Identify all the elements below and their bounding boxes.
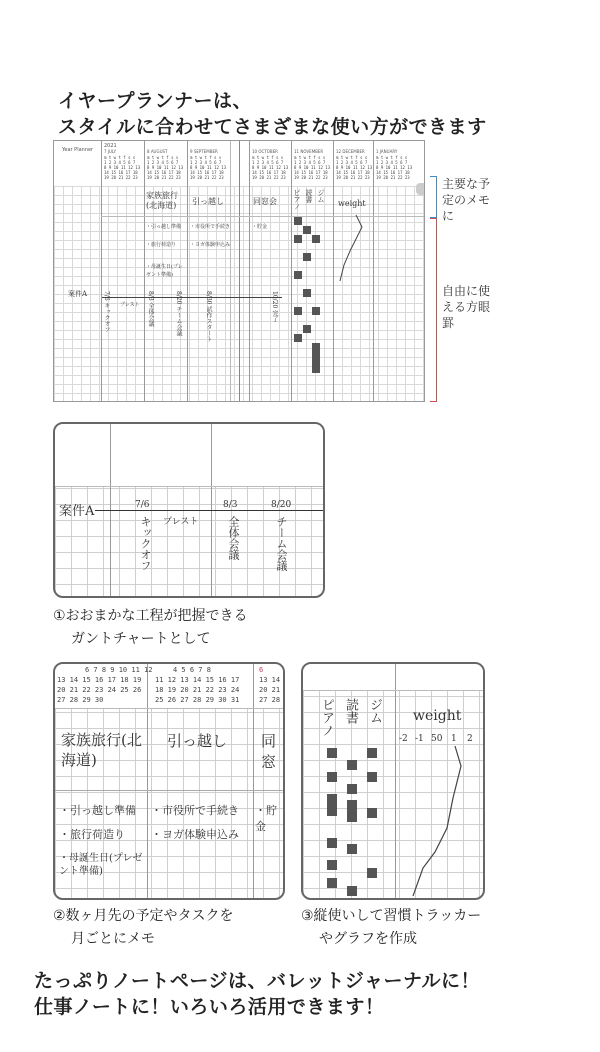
habit-mark: [327, 860, 337, 870]
overview-task-4: ・市役所で手続き: [190, 224, 231, 230]
year-label: 2021: [104, 143, 117, 149]
overview-task-5: ・ヨガ体験申込み: [190, 242, 231, 248]
habit-mark: [347, 800, 357, 822]
habit-mark: [367, 868, 377, 878]
overview-title-reunion: 同窓会: [253, 197, 277, 206]
overview-habit-piano: ピアノ: [293, 189, 301, 210]
cal1-row1: 13 14 15 16 17 18 19: [57, 676, 142, 684]
habit-mark: [327, 772, 337, 782]
cal3-row1: 13 14: [259, 676, 281, 684]
cal1-head: 6 7 8 9 10 11 12: [85, 666, 153, 674]
habit-piano: ピアノ: [319, 698, 334, 737]
habit-mark: [347, 784, 357, 794]
detail1-m2-text: 全体会議: [227, 516, 240, 560]
caption-2: [53, 905, 234, 951]
habit-mark: [327, 748, 337, 758]
bracket-top: [430, 176, 437, 218]
caption-1: [53, 605, 248, 651]
habit-mark: [327, 878, 337, 888]
habit-gym: ジム: [367, 698, 382, 724]
caption-2-line1: ②数ヶ月先の予定やタスクを: [53, 908, 234, 924]
month-header-1: 7 JULY: [104, 149, 117, 154]
headline-line2: スタイルに合わせてさまざまな使い方ができます: [58, 116, 487, 138]
detail2-title3: 同窓: [261, 732, 277, 771]
detail1-m2-date: 8/3: [223, 500, 238, 510]
detail1-project: 案件A: [59, 504, 95, 519]
scale-2: -1: [415, 734, 424, 744]
weight-graph-line: [395, 744, 483, 898]
detail2-task-left-1: ・引っ越し準備: [59, 804, 136, 817]
detail2-title1: 家族旅行(北海道): [61, 731, 142, 769]
habit-mark: [347, 886, 357, 896]
overview-weight-graph: [334, 211, 374, 301]
habit-mark: [327, 838, 337, 848]
side-note-bottom: 自由に使える方眼罫: [442, 284, 491, 330]
detail-gantt: [53, 422, 325, 598]
detail2-task-left-3: ・母誕生日(プレゼント準備): [59, 853, 143, 877]
footer-headline: [34, 968, 480, 1020]
overview-task-6: ・貯金: [252, 224, 268, 230]
detail2-title2: 引っ越し: [167, 732, 228, 750]
scale-1: -2: [399, 734, 408, 744]
overview-milestone-3: 8/20 チーム会議: [175, 291, 182, 337]
overview-arrow-label: プレスト: [120, 302, 140, 308]
habit-mark: [347, 760, 357, 770]
detail-habit-tracker: [301, 662, 485, 900]
planner-overview: Year Planner 2021 7 JULY 8 AUGUST 9 SEPTEMBER 10 OCTOBER 11 NOVEMBER 12 DECEMBER 1 JANUARY m t w t f s s 1 2 3 4 5 6 7 8 9 10 11 12 13 14 15 16 17 18 19 20 21 22 23 m t w t f s s 1 2 3 4 5 6 7 8 9 10 11 12 13 14 15 16 17 18 19 20 21 22 23 m t w t f s s 1 2 3 4 5 6 7 8 9 10 11 12 13 14 15 16 17 18 19 20 21 22 23 m t w t f s s 1 2 3 4 5 6 7 8 9 10 11 12 13 14 15 16 17 18 19 20 21 22 23 m t w t f s s 1 2 3 4 5 6 7 8 9 10 11 12 13 14 15 16 17 18 19 20 21 22 23 m t w t f s s 1 2 3 4 5 6 7 8 9 10 11 12 13 14 15 16 17 18 19 20 21 22 23 m t w t f s s 1 2 3 4 5 6 7 8 9 10 11 12 13 14 15 16 17 18 19 20 21 22 23 家族旅行(北海道) 引っ越し 同窓会 ピアノ 読書 ジム weight ・引っ越し準備 ・旅行荷造り ・母誕生日(プレゼント準備) ・市役所で手続き ・ヨガ体験申込み ・貯金 案件A プレスト 7/6 キックオフ 8/3 全体会議 8/20 チーム会議 8/30 試作スタート 10/20 完了: [53, 140, 425, 402]
habit-mark: [367, 772, 377, 782]
caption-3: [301, 905, 481, 951]
overview-habit-reading: 読書: [305, 189, 313, 203]
month-header-4: 10 OCTOBER: [252, 149, 278, 154]
habit-mark: [367, 748, 377, 758]
detail2-task-mid-2: ・ヨガ体験申込み: [151, 828, 239, 841]
side-note-top: 主要な予定のメモに: [442, 177, 491, 223]
cal2-head: 4 5 6 7 8: [173, 666, 211, 674]
caption-1-line1: ①おおまかな工程が把握できる: [53, 608, 248, 624]
detail1-m1-text: キックオフ: [139, 516, 152, 571]
overview-habit-gym: ジム: [317, 189, 325, 203]
cal3-row3: 27 28: [259, 696, 281, 704]
detail2-task-right: ・貯金: [255, 804, 277, 833]
detail1-m3-text: チーム会議: [275, 516, 288, 571]
detail2-task-mid-1: ・市役所で手続き: [151, 804, 239, 817]
overview-title-move: 引っ越し: [192, 197, 224, 206]
overview-project: 案件A: [68, 290, 88, 298]
caption-2-line2: 月ごとにメモ: [71, 931, 155, 947]
cal1-row2: 20 21 22 23 24 25 26: [57, 686, 142, 694]
habit-reading: 読書: [343, 698, 358, 724]
cal1-row3: 27 28 29 30: [57, 696, 104, 704]
cal2-row2: 18 19 20 21 22 23 24: [155, 686, 240, 694]
footer-line2: 仕事ノートに！いろいろ活用できます！: [34, 996, 385, 1018]
detail-monthly-memo: [53, 662, 285, 900]
overview-task-3: ・母誕生日(プレゼント準備): [146, 264, 183, 278]
scale-4: 1: [451, 734, 457, 744]
cal3-row2: 20 21: [259, 686, 281, 694]
detail2-task-left-2: ・旅行荷造り: [59, 828, 125, 841]
caption-1-line2: ガントチャートとして: [71, 631, 211, 647]
cal2-row1: 11 12 13 14 15 16 17: [155, 676, 240, 684]
overview-title-trip: 家族旅行(北海道): [146, 191, 178, 210]
month-header-6: 12 DECEMBER: [336, 149, 365, 154]
month-header-2: 8 AUGUST: [147, 149, 168, 154]
graph-title: weight: [413, 708, 462, 724]
overview-milestone-1: 7/6 キックオフ: [103, 291, 110, 333]
overview-milestone-2: 8/3 全体会議: [147, 291, 154, 327]
cal2-row3: 25 26 27 28 29 30 31: [155, 696, 240, 704]
overview-task-1: ・引っ越し準備: [146, 224, 182, 230]
scale-5: 2: [467, 734, 473, 744]
footer-line1: たっぷりノートページは、バレットジャーナルに！: [34, 970, 481, 992]
bracket-bottom: [430, 218, 437, 402]
planner-title: Year Planner: [62, 147, 94, 153]
overview-milestone-4: 8/30 試作スタート: [205, 291, 212, 343]
month-header-7: 1 JANUARY: [376, 149, 398, 154]
caption-3-line1: ③縦使いして習慣トラッカー: [301, 908, 482, 924]
detail1-m3-date: 8/20: [271, 500, 292, 510]
headline: [58, 88, 487, 140]
habit-mark: [367, 808, 377, 818]
overview-task-2: ・旅行荷造り: [146, 242, 177, 248]
cal3-row0: 6: [259, 666, 264, 674]
month-header-3: 9 SEPTEMBER: [190, 149, 218, 154]
headline-line1: イヤープランナーは、: [58, 90, 253, 112]
detail1-m1-date: 7/6: [135, 500, 150, 510]
habit-mark: [327, 794, 337, 816]
month-header-5: 11 NOVEMBER: [294, 149, 324, 154]
overview-milestone-5: 10/20 完了: [271, 291, 278, 323]
overview-graph-title: weight: [338, 199, 366, 208]
scale-3: 50: [431, 734, 443, 744]
caption-3-line2: やグラフを作成: [319, 931, 417, 947]
habit-mark: [347, 844, 357, 854]
detail1-arrow-label: プレスト: [163, 517, 199, 527]
